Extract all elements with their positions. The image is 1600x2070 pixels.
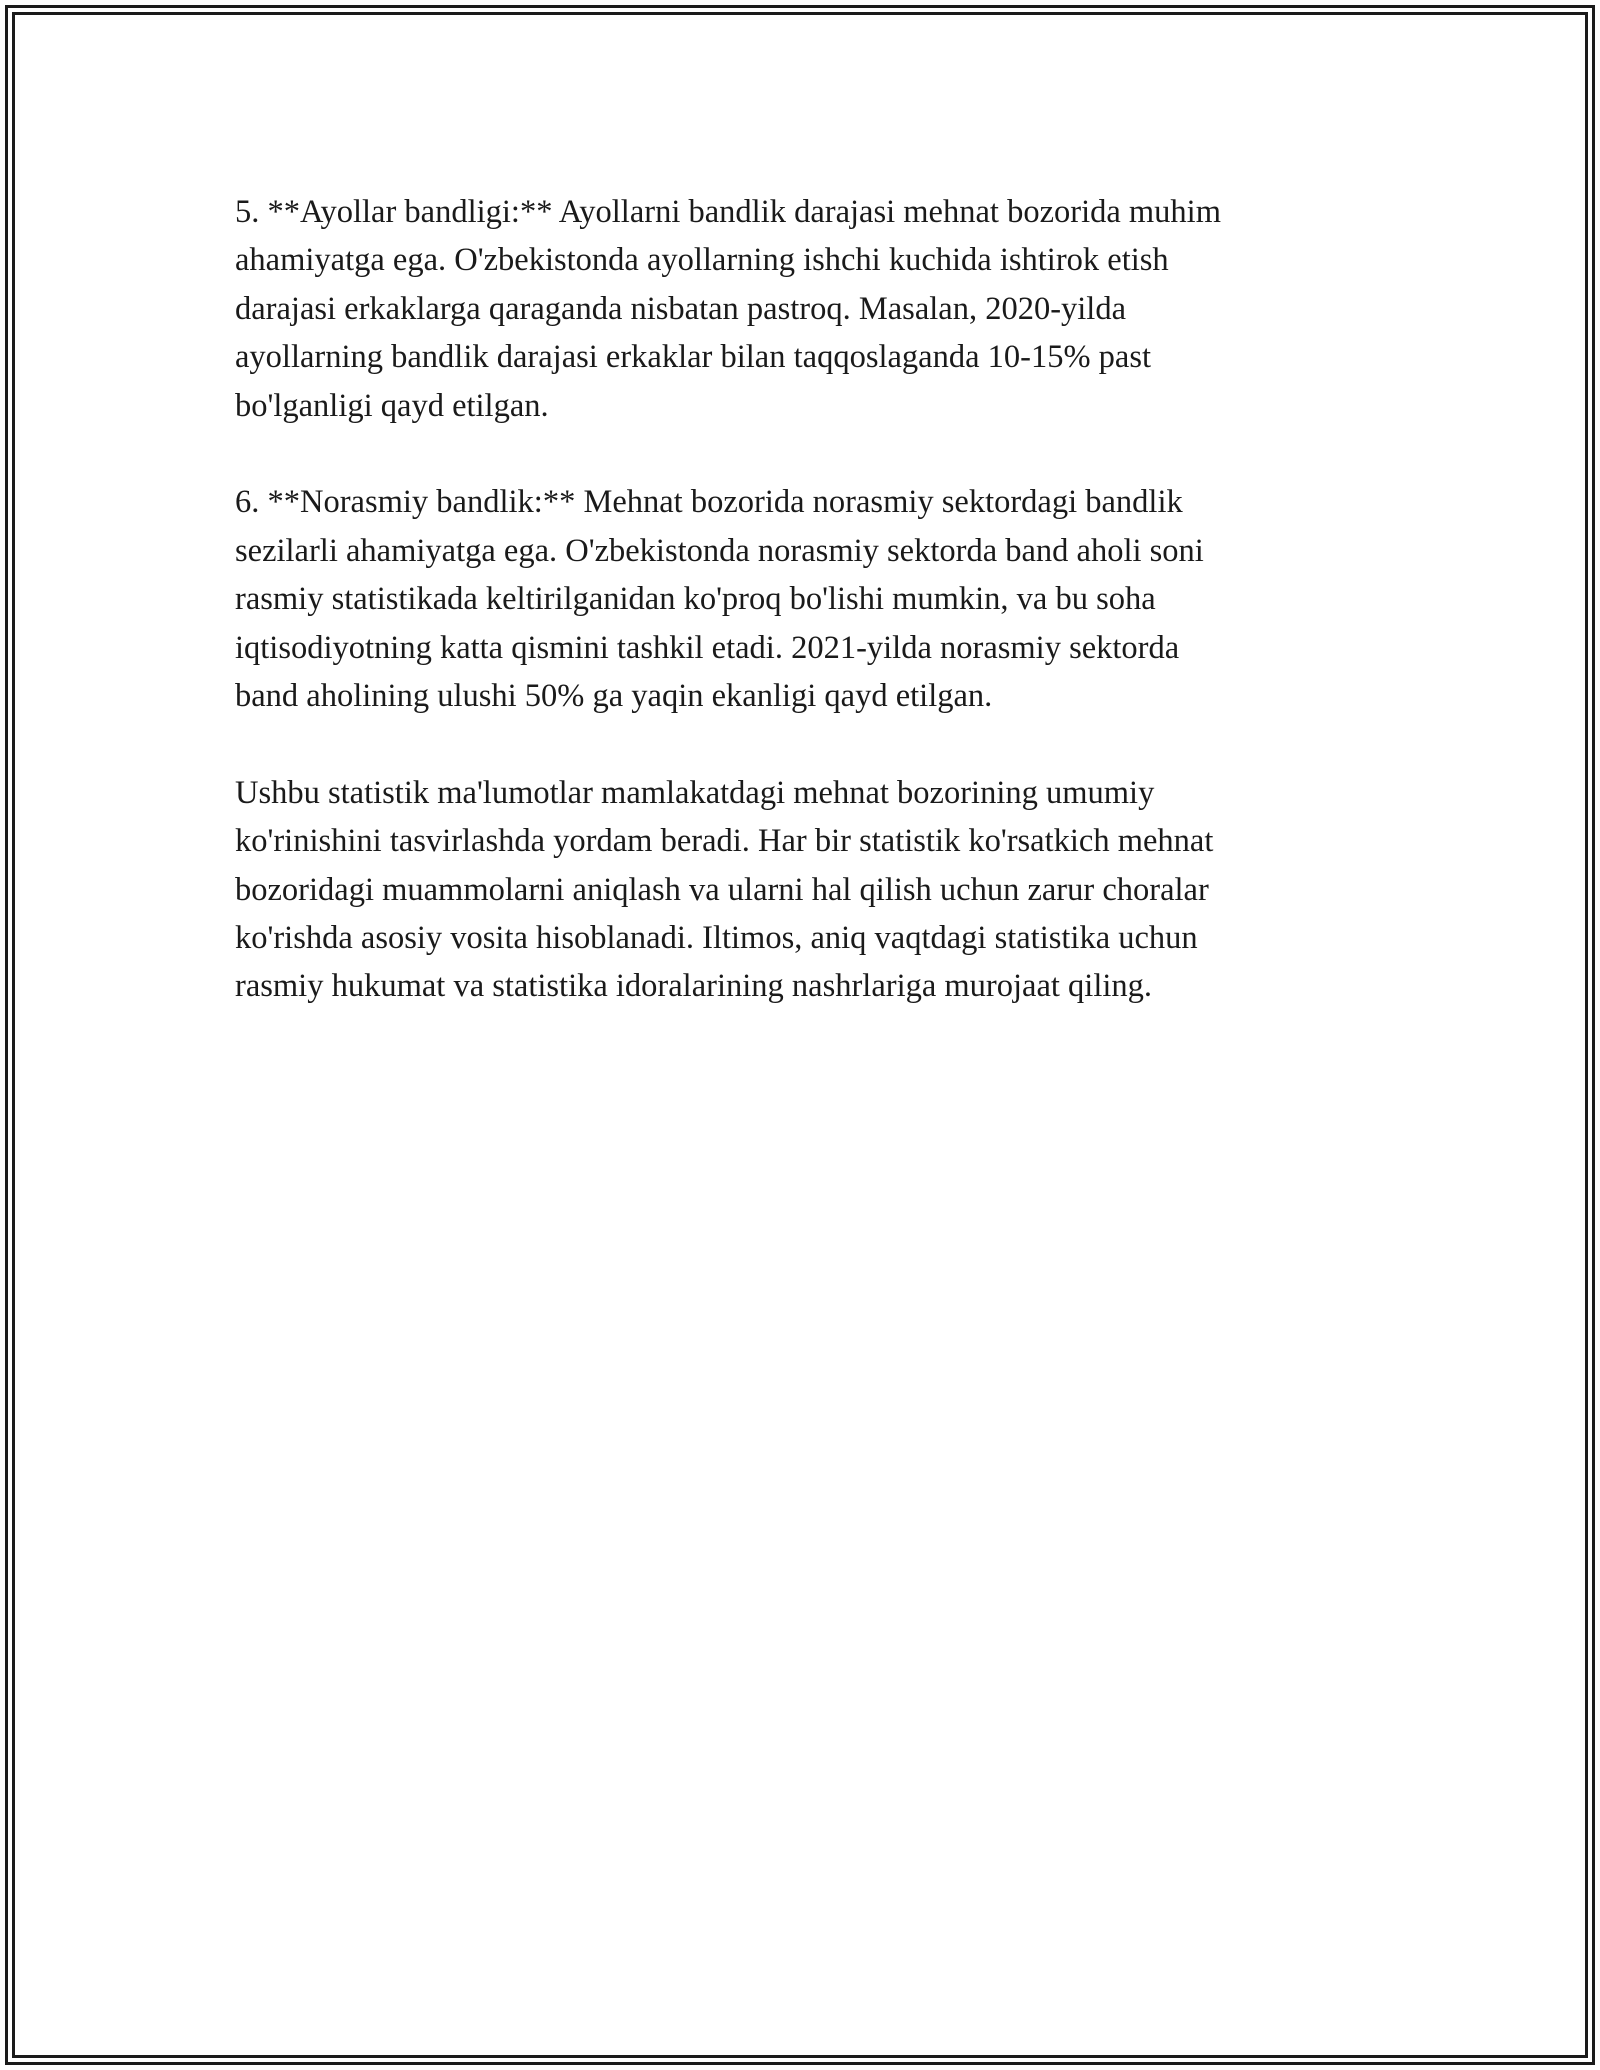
paragraph-conclusion: Ushbu statistik ma'lumotlar mamlakatdagi mehnat bozorining umumiy ko'rinishini tasvirlashda yordam beradi. Har bir statistik ko'rsatkich mehnat bozoridagi muammolarni aniqlash va ularni hal qilish uchun zarur choralar ko'rishda asosiy vosita hisoblanadi. Iltimos, aniq vaqtdagi statistika uchun rasmiy hukumat va statistika idoralarining nashrlariga murojaat qiling. <box>235 774 1214 1005</box>
document-body <box>235 188 1375 1059</box>
paragraph-informal-employment: 6. **Norasmiy bandlik:** Mehnat bozorida norasmiy sektordagi bandlik sezilarli ahamiyatga ega. O'zbekistonda norasmiy sektorda band aholi soni rasmiy statistikada keltirilganidan ko'proq bo'lishi mumkin, va bu soha iqtisodiyotning katta qismini tashkil etadi. 2021-yilda norasmiy sektorda band aholining ulushi 50% ga yaqin ekanligi qayd etilgan. <box>235 484 1204 715</box>
paragraph-womens-employment: 5. **Ayollar bandligi:** Ayollarni bandlik darajasi mehnat bozorida muhim ahamiyatga ega. O'zbekistonda ayollarning ishchi kuchida ishtirok etish darajasi erkaklarga qaraganda nisbatan pastroq. Masalan, 2020-yilda ayollarning bandlik darajasi erkaklar bilan taqqoslaganda 10-15% past bo'lganligi qayd etilgan. <box>235 194 1221 424</box>
